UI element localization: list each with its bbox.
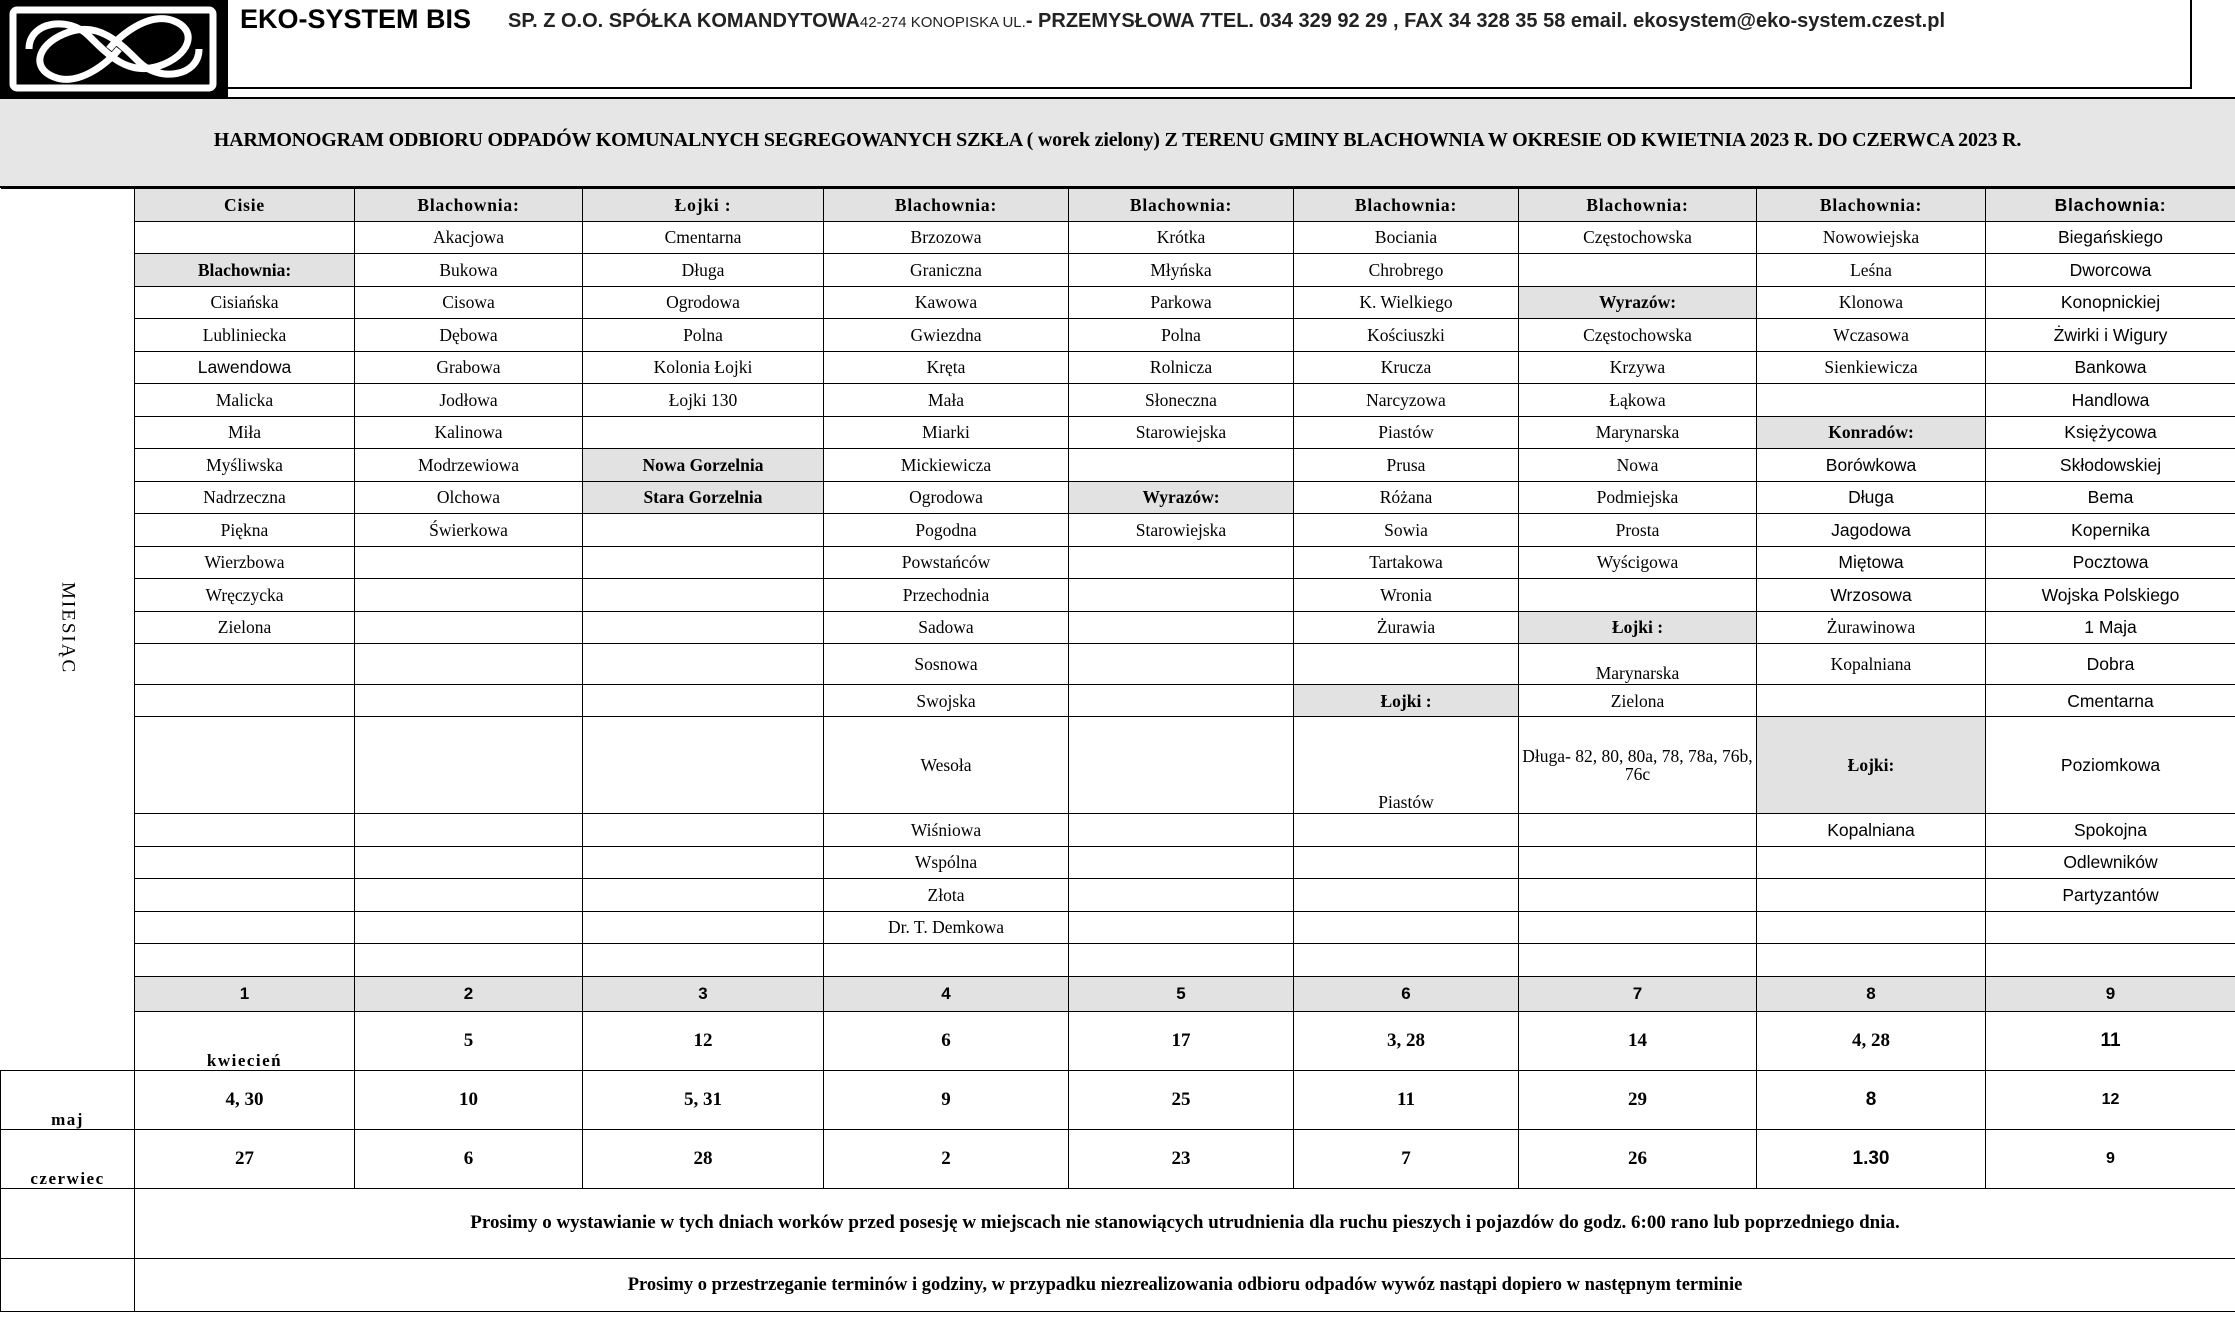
street-cell: Polna — [583, 319, 824, 352]
street-cell: Dobra — [1986, 644, 2235, 685]
side-label-cell — [1, 189, 135, 1071]
street-cell: Leśna — [1757, 254, 1986, 287]
street-cell — [1069, 717, 1294, 814]
street-cell: Starowiejska — [1069, 416, 1294, 449]
street-cell: Cmentarna — [1986, 685, 2235, 717]
street-cell: Kopalniana — [1757, 814, 1986, 847]
street-cell: Miętowa — [1757, 546, 1986, 579]
street-cell: Krucza — [1294, 351, 1519, 384]
street-cell: Borówkowa — [1757, 449, 1986, 482]
street-cell — [1519, 846, 1757, 879]
table-row — [1, 814, 2235, 847]
street-cell — [135, 944, 355, 977]
street-cell — [583, 814, 824, 847]
street-cell: Poziomkowa — [1986, 717, 2235, 814]
street-cell — [1757, 879, 1986, 912]
street-cell — [355, 546, 583, 579]
pickup-date: 9 — [824, 1070, 1069, 1129]
note-spacer — [1, 1258, 135, 1311]
street-cell: Sienkiewicza — [1757, 351, 1986, 384]
month-label: kwiecień — [135, 1011, 355, 1070]
street-cell: Różana — [1294, 481, 1519, 514]
street-cell — [1519, 579, 1757, 612]
street-cell: Wiśniowa — [824, 814, 1069, 847]
street-cell: Zielona — [1519, 685, 1757, 717]
street-cell — [1069, 879, 1294, 912]
pickup-date: 4, 28 — [1757, 1011, 1986, 1070]
street-cell — [583, 879, 824, 912]
street-cell: Chrobrego — [1294, 254, 1519, 287]
street-cell: Sowia — [1294, 514, 1519, 547]
street-cell — [1519, 879, 1757, 912]
street-cell: Ogrodowa — [824, 481, 1069, 514]
pickup-date: 6 — [355, 1129, 583, 1188]
pickup-date: 1.30 — [1757, 1129, 1986, 1188]
street-cell — [1069, 644, 1294, 685]
column-number: 2 — [355, 976, 583, 1011]
street-cell: Miarki — [824, 416, 1069, 449]
street-cell: Wyrazów: — [1069, 481, 1294, 514]
pickup-date: 5, 31 — [583, 1070, 824, 1129]
street-cell: Łojki 130 — [583, 384, 824, 417]
pickup-date: 11 — [1986, 1011, 2235, 1070]
street-cell: Bankowa — [1986, 351, 2235, 384]
street-cell: Kręta — [824, 351, 1069, 384]
street-cell: Wrzosowa — [1757, 579, 1986, 612]
company-header — [0, 0, 2235, 92]
street-cell — [583, 579, 824, 612]
street-cell — [355, 879, 583, 912]
pickup-date: 4, 30 — [135, 1070, 355, 1129]
street-cell — [1069, 846, 1294, 879]
column-number: 1 — [135, 976, 355, 1011]
street-cell — [1069, 685, 1294, 717]
table-row — [1, 319, 2235, 352]
street-cell — [583, 546, 824, 579]
street-cell — [583, 685, 824, 717]
street-cell — [1757, 384, 1986, 417]
street-cell: Dworcowa — [1986, 254, 2235, 287]
table-row — [1, 384, 2235, 417]
company-form: SP. Z O.O. SPÓŁKA KOMANDYTOWA — [508, 10, 860, 32]
street-cell: Długa — [1757, 481, 1986, 514]
street-cell — [355, 814, 583, 847]
pickup-date: 2 — [824, 1129, 1069, 1188]
pickup-date: 6 — [824, 1011, 1069, 1070]
street-cell — [355, 846, 583, 879]
column-header: Blachownia: — [1986, 189, 2235, 222]
column-header: Blachownia: — [824, 189, 1069, 222]
street-cell — [355, 944, 583, 977]
street-cell: Polna — [1069, 319, 1294, 352]
street-cell — [1069, 579, 1294, 612]
month-label: maj — [1, 1070, 135, 1129]
street-cell: Brzozowa — [824, 221, 1069, 254]
street-cell — [583, 611, 824, 644]
street-cell — [1294, 846, 1519, 879]
street-cell: Pocztowa — [1986, 546, 2235, 579]
pickup-date: 8 — [1757, 1070, 1986, 1129]
street-cell: Nowowiejska — [1757, 221, 1986, 254]
pickup-date: 10 — [355, 1070, 583, 1129]
street-cell: Podmiejska — [1519, 481, 1757, 514]
street-cell: Akacjowa — [355, 221, 583, 254]
street-cell: Przechodnia — [824, 579, 1069, 612]
pickup-date: 28 — [583, 1129, 824, 1188]
street-cell: K. Wielkiego — [1294, 286, 1519, 319]
street-cell: Wesoła — [824, 717, 1069, 814]
street-cell — [1069, 546, 1294, 579]
street-cell — [1757, 685, 1986, 717]
schedule-table — [0, 188, 2235, 1312]
street-cell — [824, 944, 1069, 977]
street-cell — [1294, 879, 1519, 912]
table-row — [1, 611, 2235, 644]
street-cell: Wyścigowa — [1519, 546, 1757, 579]
street-cell: Świerkowa — [355, 514, 583, 547]
street-cell: Bukowa — [355, 254, 583, 287]
note-spacer — [1, 1188, 135, 1258]
street-cell — [1069, 449, 1294, 482]
street-cell: Żurawinowa — [1757, 611, 1986, 644]
street-cell — [1986, 911, 2235, 944]
street-cell: Stara Gorzelnia — [583, 481, 824, 514]
street-cell — [1069, 611, 1294, 644]
column-header: Łojki : — [583, 189, 824, 222]
street-cell — [1294, 944, 1519, 977]
street-cell: Łojki : — [1519, 611, 1757, 644]
street-cell — [135, 717, 355, 814]
column-number: 5 — [1069, 976, 1294, 1011]
street-cell: Odlewników — [1986, 846, 2235, 879]
pickup-date: 9 — [1986, 1129, 2235, 1188]
table-row — [1, 351, 2235, 384]
table-row — [1, 717, 2235, 814]
street-cell — [135, 879, 355, 912]
street-cell: Krótka — [1069, 221, 1294, 254]
street-cell: Malicka — [135, 384, 355, 417]
street-cell: Kolonia Łojki — [583, 351, 824, 384]
street-cell — [1519, 254, 1757, 287]
pickup-date: 14 — [1519, 1011, 1757, 1070]
company-name: EKO-SYSTEM BIS — [240, 4, 472, 34]
street-cell: Żurawia — [1294, 611, 1519, 644]
street-cell: Dr. T. Demkowa — [824, 911, 1069, 944]
pickup-date: 12 — [583, 1011, 824, 1070]
column-header: Blachownia: — [355, 189, 583, 222]
street-cell: Cisiańska — [135, 286, 355, 319]
street-cell: Graniczna — [824, 254, 1069, 287]
column-number: 8 — [1757, 976, 1986, 1011]
table-row — [1, 286, 2235, 319]
note-deadline: Prosimy o przestrzeganie terminów i godziny, w przypadku niezrealizowania odbioru odpadów wywóz nastąpi dopiero w następnym terminie — [135, 1258, 2235, 1311]
column-header: Blachownia: — [1069, 189, 1294, 222]
street-cell — [1986, 944, 2235, 977]
street-cell: Jodłowa — [355, 384, 583, 417]
street-cell: Długa- 82, 80, 80a, 78, 78a, 76b, 76c — [1519, 717, 1757, 814]
street-cell — [1069, 944, 1294, 977]
table-row — [1, 846, 2235, 879]
street-cell — [135, 221, 355, 254]
street-cell: Krzywa — [1519, 351, 1757, 384]
column-number: 3 — [583, 976, 824, 1011]
street-cell: Sosnowa — [824, 644, 1069, 685]
company-logo — [0, 0, 228, 98]
street-cell: Wspólna — [824, 846, 1069, 879]
street-cell — [583, 717, 824, 814]
pickup-date: 12 — [1986, 1070, 2235, 1129]
street-cell — [135, 814, 355, 847]
street-cell — [355, 685, 583, 717]
column-number: 4 — [824, 976, 1069, 1011]
street-cell — [1294, 814, 1519, 847]
note-instructions: Prosimy o wystawianie w tych dniach worków przed posesję w miejscach nie stanowiących utrudnienia dla ruchu pieszych i pojazdów do godz. 6:00 rano lub poprzedniego dnia. — [135, 1188, 2235, 1258]
street-cell: Prosta — [1519, 514, 1757, 547]
title-band — [0, 97, 2235, 188]
street-cell — [1757, 944, 1986, 977]
street-cell: Pogodna — [824, 514, 1069, 547]
street-cell: Wyrazów: — [1519, 286, 1757, 319]
street-cell: Żwirki i Wigury — [1986, 319, 2235, 352]
street-cell: Partyzantów — [1986, 879, 2235, 912]
schedule-title: HARMONOGRAM ODBIORU ODPADÓW KOMUNALNYCH SEGREGOWANYCH SZKŁA ( worek zielony) Z TERENU GMINY BLACHOWNIA W OKRESIE OD KWIETNIA 2023 R. DO CZERWCA 2023 R. — [213, 129, 2022, 151]
table-row — [1, 546, 2235, 579]
table-row — [1, 944, 2235, 977]
street-cell — [355, 911, 583, 944]
street-cell: Kalinowa — [355, 416, 583, 449]
table-row — [1, 579, 2235, 612]
street-cell — [583, 416, 824, 449]
street-cell: Wojska Polskiego — [1986, 579, 2235, 612]
pickup-date: 29 — [1519, 1070, 1757, 1129]
table-row — [1, 416, 2235, 449]
street-cell: Lubliniecka — [135, 319, 355, 352]
street-cell: Kopernika — [1986, 514, 2235, 547]
street-cell: Księżycowa — [1986, 416, 2235, 449]
street-cell — [1294, 644, 1519, 685]
street-cell — [1069, 814, 1294, 847]
table-row — [1, 879, 2235, 912]
street-cell — [135, 911, 355, 944]
street-cell: Łojki: — [1757, 717, 1986, 814]
table-row — [1, 221, 2235, 254]
street-cell — [1519, 814, 1757, 847]
table-row — [1, 449, 2235, 482]
table-row — [1, 254, 2235, 287]
side-label: MIESIĄC — [57, 581, 79, 674]
street-cell — [1069, 911, 1294, 944]
street-cell: Łojki : — [1294, 685, 1519, 717]
street-cell — [135, 644, 355, 685]
street-cell: Mała — [824, 384, 1069, 417]
street-cell: Sadowa — [824, 611, 1069, 644]
street-cell — [1519, 911, 1757, 944]
street-cell: Blachownia: — [135, 254, 355, 287]
street-cell: Zielona — [135, 611, 355, 644]
street-cell: Piastów — [1294, 416, 1519, 449]
street-cell: Piękna — [135, 514, 355, 547]
street-cell: Skłodowskiej — [1986, 449, 2235, 482]
street-cell: Mickiewicza — [824, 449, 1069, 482]
street-cell: Kościuszki — [1294, 319, 1519, 352]
street-cell: Łąkowa — [1519, 384, 1757, 417]
company-contact: - PRZEMYSŁOWA 7TEL. 034 329 92 29 , FAX 34 328 35 58 email. ekosystem@eko-system.czest.pl — [1025, 10, 1946, 32]
street-cell — [1757, 846, 1986, 879]
street-cell: Bociania — [1294, 221, 1519, 254]
street-cell: Konopnickiej — [1986, 286, 2235, 319]
street-cell: Nadrzeczna — [135, 481, 355, 514]
pickup-date: 23 — [1069, 1129, 1294, 1188]
street-cell: Lawendowa — [135, 351, 355, 384]
street-cell: Wierzbowa — [135, 546, 355, 579]
street-cell: Bema — [1986, 481, 2235, 514]
street-cell: Rolnicza — [1069, 351, 1294, 384]
street-cell — [583, 644, 824, 685]
street-cell — [583, 514, 824, 547]
table-row — [1, 685, 2235, 717]
street-cell: Modrzewiowa — [355, 449, 583, 482]
street-cell: Częstochowska — [1519, 221, 1757, 254]
street-cell — [355, 611, 583, 644]
street-cell: Swojska — [824, 685, 1069, 717]
street-cell: Długa — [583, 254, 824, 287]
pickup-date: 26 — [1519, 1129, 1757, 1188]
table-row — [1, 911, 2235, 944]
street-cell: Olchowa — [355, 481, 583, 514]
street-cell: Powstańców — [824, 546, 1069, 579]
street-cell: Biegańskiego — [1986, 221, 2235, 254]
street-cell — [355, 579, 583, 612]
street-cell: Grabowa — [355, 351, 583, 384]
street-cell: Tartakowa — [1294, 546, 1519, 579]
street-cell — [1519, 944, 1757, 977]
street-cell: Młyńska — [1069, 254, 1294, 287]
street-cell: Starowiejska — [1069, 514, 1294, 547]
street-cell: 1 Maja — [1986, 611, 2235, 644]
street-cell — [583, 944, 824, 977]
pickup-date: 27 — [135, 1129, 355, 1188]
street-cell: Konradów: — [1757, 416, 1986, 449]
table-row — [1, 514, 2235, 547]
street-cell: Narcyzowa — [1294, 384, 1519, 417]
street-cell — [135, 846, 355, 879]
pickup-date: 5 — [355, 1011, 583, 1070]
street-cell: Wczasowa — [1757, 319, 1986, 352]
street-cell: Słoneczna — [1069, 384, 1294, 417]
street-cell: Częstochowska — [1519, 319, 1757, 352]
street-cell: Parkowa — [1069, 286, 1294, 319]
street-cell: Jagodowa — [1757, 514, 1986, 547]
pickup-date: 17 — [1069, 1011, 1294, 1070]
pickup-date: 3, 28 — [1294, 1011, 1519, 1070]
street-cell — [1757, 911, 1986, 944]
street-cell: Złota — [824, 879, 1069, 912]
street-cell: Miła — [135, 416, 355, 449]
month-label: czerwiec — [1, 1129, 135, 1188]
column-number: 6 — [1294, 976, 1519, 1011]
street-cell: Gwiezdna — [824, 319, 1069, 352]
company-address: 42-274 KONOPISKA UL. — [859, 14, 1026, 31]
column-header: Blachownia: — [1757, 189, 1986, 222]
column-header: Blachownia: — [1519, 189, 1757, 222]
column-number: 9 — [1986, 976, 2235, 1011]
street-cell: Marynarska — [1519, 416, 1757, 449]
street-cell: Myśliwska — [135, 449, 355, 482]
street-cell: Piastów — [1294, 717, 1519, 814]
street-cell — [135, 685, 355, 717]
street-cell: Dębowa — [355, 319, 583, 352]
street-cell: Marynarska — [1519, 644, 1757, 685]
street-cell: Nowa Gorzelnia — [583, 449, 824, 482]
street-cell: Klonowa — [1757, 286, 1986, 319]
street-cell: Wręczycka — [135, 579, 355, 612]
street-cell: Cisowa — [355, 286, 583, 319]
street-cell: Kawowa — [824, 286, 1069, 319]
pickup-date: 11 — [1294, 1070, 1519, 1129]
street-cell: Wronia — [1294, 579, 1519, 612]
column-header: Cisie — [135, 189, 355, 222]
column-header: Blachownia: — [1294, 189, 1519, 222]
street-cell — [1294, 911, 1519, 944]
street-cell: Nowa — [1519, 449, 1757, 482]
pickup-date: 25 — [1069, 1070, 1294, 1129]
street-cell — [355, 717, 583, 814]
column-number: 7 — [1519, 976, 1757, 1011]
street-cell — [583, 911, 824, 944]
street-cell: Cmentarna — [583, 221, 824, 254]
pickup-date: 7 — [1294, 1129, 1519, 1188]
street-cell: Spokojna — [1986, 814, 2235, 847]
street-cell: Ogrodowa — [583, 286, 824, 319]
table-row — [1, 644, 2235, 685]
company-details — [508, 10, 1945, 33]
street-cell — [355, 644, 583, 685]
street-cell: Handlowa — [1986, 384, 2235, 417]
street-cell — [583, 846, 824, 879]
street-cell: Prusa — [1294, 449, 1519, 482]
table-row — [1, 481, 2235, 514]
street-cell: Kopalniana — [1757, 644, 1986, 685]
